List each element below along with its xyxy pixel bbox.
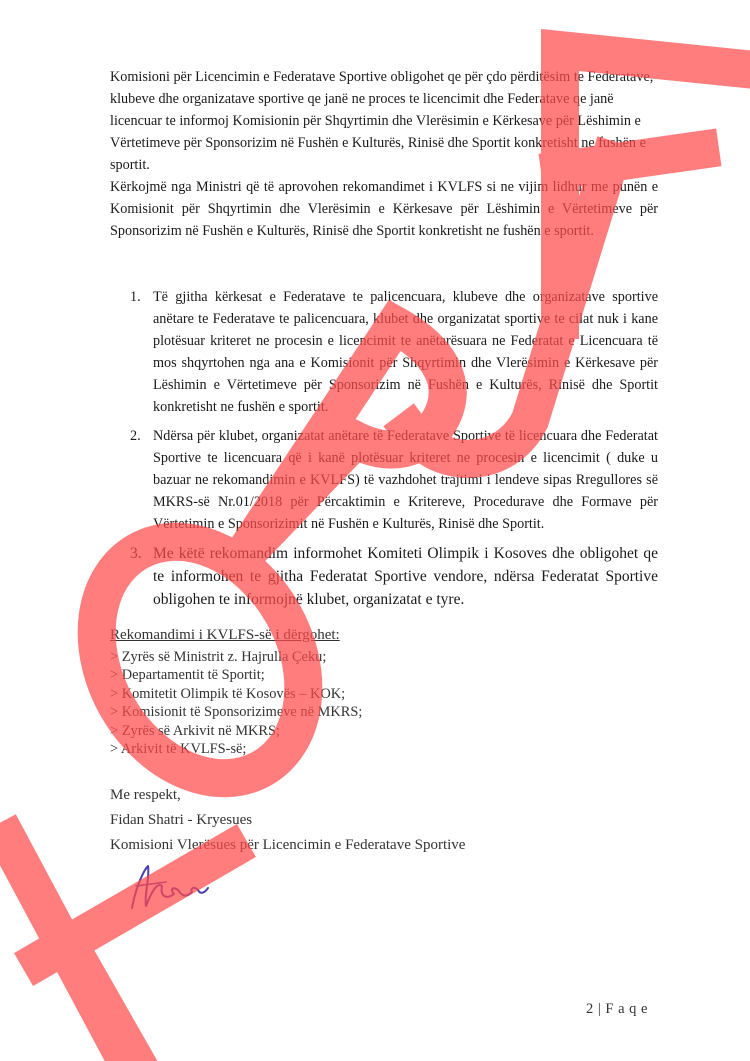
committee-name: Komisioni Vlerësues për Licencimin e Federatave Sportive: [110, 837, 466, 853]
paragraph-commission-obligation: Komisioni për Licencimin e Federatave Sportive obligohet qe për çdo përditësim te Federatave, klubeve dhe organizatave sportive qe janë ne proces te licencimit dhe Federatave qe janë licencuar te informoj Komisionin për Shqyrtimin dhe Vlerësimin e Kërkesave për Lëshimin e Vërtetimeve për Sponsorizim në Fushën e Kulturës, Rinisë dhe Sportit konkretisht ne fushën e sportit.: [110, 69, 654, 173]
recipient-item: > Zyrës së Arkivit në MKRS;: [110, 722, 281, 739]
list-item: [110, 286, 658, 418]
list-item-number: 3.: [130, 545, 142, 562]
page-number-footer: 2 | F a q e: [586, 1001, 648, 1017]
recipient-item: > Zyrës së Ministrit z. Hajrulla Çeku;: [110, 649, 327, 665]
recipient-item: > Arkivit të KVLFS-së;: [110, 741, 247, 758]
list-item-text: Ndërsa për klubet, organizatat anëtare të Federatave Sportive të licencuara dhe Federatat Sportive te licencuara që i kanë plotësuar kriteret ne procesin e licencimit ( duke u bazuar ne rekomandimin e KVLFS) të vazhdohet trajtimi i lendeve sipas Rregullores së MKRS-së Nr.01/2018 për Përcaktimin e Kritereve, Procedurave dhe Formave për Vërtetimin e Sponsorizimit në Fushën e Kulturës, Rinisë dhe Sportit.: [153, 428, 658, 532]
list-item: [110, 542, 658, 611]
recipient-item: > Komitetit Olimpik të Kosovës – KOK;: [110, 685, 346, 702]
list-item-number: 2.: [130, 428, 141, 444]
closing-greeting: Me respekt,: [110, 787, 181, 803]
list-item-text: Të gjitha kërkesat e Federatave te palicencuara, klubeve dhe organizatave sportive anëtare te Federatave te palicencuara, klubet dhe organizatat sportive te cilat nuk i kane plotësuar kriteret ne procesin e licencimit te anëtarësuara ne Federatat e Licencuara të mos shqyrtohen nga ana e Komisionit për Shqyrtimin dhe Vlerësimin e Kërkesave për Lëshimin e Vërtetimeve për Sponsorizim në Fushën e Kulturës, Rinisë dhe Sportit konkretisht ne fushën e sportit.: [153, 289, 658, 415]
recipients-title: Rekomandimi i KVLFS-së i dërgohet:: [110, 627, 340, 643]
recipient-item: > Departamentit të Sportit;: [110, 667, 265, 684]
list-item: [110, 425, 658, 535]
recipient-item: > Komisionit të Sponsorizimeve në MKRS;: [110, 704, 363, 721]
list-item-text: Me këtë rekomandim informohet Komiteti Olimpik i Kosoves dhe obligohet qe te informohen te gjitha Federatat Sportive vendore, ndërsa Federatat Sportive obligohen te informojnë klubet, organizatat e tyre.: [153, 545, 658, 608]
recommendations-list: [110, 286, 658, 611]
paragraph-request-minister: Kërkojmë nga Ministri që të aprovohen rekomandimet i KVLFS si ne vijim lidhur me punën e Komisionit për Shqyrtimin dhe Vlerësimin e Kërkesave për Lëshimin e Vërtetimeve për Sponsorizim në Fushën e Kulturës, Rinisë dhe Sportit konkretisht ne fushën e sportit.: [110, 179, 658, 239]
signature-image: [122, 856, 212, 916]
list-item-number: 1.: [130, 289, 141, 305]
recipients-list: [110, 648, 362, 758]
signatory-name: Fidan Shatri - Kryesues: [110, 812, 253, 828]
